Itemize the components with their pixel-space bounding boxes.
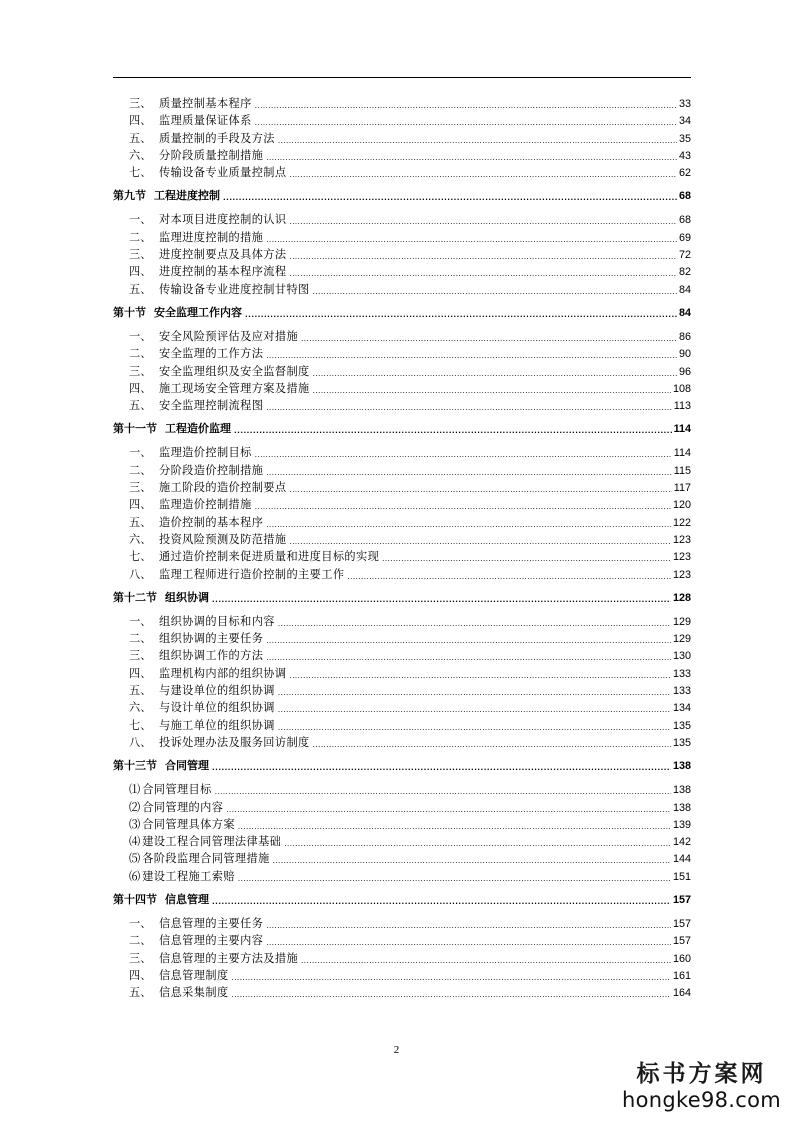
toc-entry[interactable] xyxy=(113,950,691,967)
toc-entry-title: 监理造价控制措施 xyxy=(159,498,252,512)
dot-leader xyxy=(212,893,671,905)
watermark xyxy=(622,1060,781,1112)
dot-leader xyxy=(266,934,671,946)
toc-entry-title: 与建设单位的组织协调 xyxy=(159,684,275,698)
dot-leader xyxy=(278,132,677,144)
toc-entry-title: 监理质量保证体系 xyxy=(159,114,252,128)
toc-entry-title: 合同管理的内容 xyxy=(142,800,224,814)
toc-entry-title: 进度控制要点及具体方法 xyxy=(159,248,287,262)
dot-leader xyxy=(347,568,671,580)
dot-leader xyxy=(255,97,677,109)
toc-entry-title: 安全监理控制流程图 xyxy=(159,399,264,413)
toc-entry-title: 造价控制的基本程序 xyxy=(159,515,264,529)
dot-leader xyxy=(382,550,671,562)
toc-entry-page: 161 xyxy=(672,969,691,982)
toc-entry-number: 二、 xyxy=(129,632,152,646)
toc-entry-number: 一、 xyxy=(129,446,152,460)
toc-entry-number: 四、 xyxy=(129,381,152,395)
toc-entry-page: 33 xyxy=(678,98,691,110)
toc-entry[interactable] xyxy=(113,566,691,583)
toc-entry-page: 96 xyxy=(678,365,691,378)
toc-entry-number: 五、 xyxy=(129,282,152,296)
toc-section-entry[interactable] xyxy=(113,891,691,909)
toc-entry-title: 监理造价控制目标 xyxy=(159,446,252,460)
toc-entry-title: 施工阶段的造价控制要点 xyxy=(159,481,287,495)
toc-entry-number: 第十四节 xyxy=(113,892,157,906)
dot-leader xyxy=(301,330,677,342)
dot-leader xyxy=(266,464,671,476)
toc-entry-number: 二、 xyxy=(129,934,152,948)
toc-entry-number: 一、 xyxy=(129,614,152,628)
toc-entry[interactable] xyxy=(113,380,691,397)
toc-entry-page: 34 xyxy=(678,115,691,128)
toc-entry-title: 进度控制的基本程序流程 xyxy=(159,265,287,279)
toc-entry-title: 组织协调工作的方法 xyxy=(159,649,264,663)
toc-entry-page: 113 xyxy=(673,400,691,413)
toc-entry[interactable] xyxy=(113,328,691,345)
toc-entry-number: ⑷ xyxy=(129,835,141,849)
dot-leader xyxy=(313,283,677,295)
toc-entry[interactable] xyxy=(113,984,691,1001)
toc-entry-page: 123 xyxy=(672,533,691,546)
toc-entry[interactable] xyxy=(113,397,691,414)
toc-entry-number: 四、 xyxy=(129,498,152,512)
toc-section-entry[interactable] xyxy=(113,757,691,775)
dot-leader xyxy=(234,422,672,434)
toc-entry-page: 133 xyxy=(672,685,691,698)
toc-entry[interactable] xyxy=(113,799,691,816)
toc-entry[interactable] xyxy=(113,444,691,461)
toc-entry-page: 157 xyxy=(672,893,691,906)
toc-entry-page: 135 xyxy=(672,736,691,749)
dot-leader xyxy=(289,533,671,545)
toc-entry[interactable] xyxy=(113,868,691,885)
toc-entry-number: 八、 xyxy=(129,567,152,581)
toc-entry-page: 84 xyxy=(678,306,691,319)
toc-entry-page: 157 xyxy=(672,935,691,948)
toc-section-entry[interactable] xyxy=(113,187,691,205)
toc-entry[interactable] xyxy=(113,112,691,129)
toc-entry-title: 质量控制的手段及方法 xyxy=(159,131,275,145)
toc-entry[interactable] xyxy=(113,781,691,798)
toc-entry[interactable] xyxy=(113,915,691,932)
toc-section-entry[interactable] xyxy=(113,589,691,607)
dot-leader xyxy=(266,649,671,661)
toc-entry[interactable] xyxy=(113,967,691,984)
dot-leader xyxy=(226,801,671,813)
toc-entry-page: 86 xyxy=(678,330,691,343)
dot-leader xyxy=(313,382,671,394)
toc-entry-title: 投诉处理办法及服务回访制度 xyxy=(159,735,310,749)
toc-entry-page: 35 xyxy=(678,132,691,145)
dot-leader xyxy=(278,719,671,731)
toc-entry-number: 五、 xyxy=(129,131,152,145)
toc-entry[interactable] xyxy=(113,281,691,298)
toc-entry-page: 69 xyxy=(678,231,691,244)
toc-entry-page: 123 xyxy=(672,551,691,564)
toc-entry-number: 一、 xyxy=(129,329,152,343)
toc-entry-title: 合同管理目标 xyxy=(142,783,212,797)
toc-entry[interactable] xyxy=(113,147,691,164)
toc-entry-number: 三、 xyxy=(129,649,152,663)
toc-entry-page: 160 xyxy=(672,952,691,965)
header-rule xyxy=(113,77,691,78)
dot-leader xyxy=(266,516,671,528)
toc-entry-title: 信息管理的主要任务 xyxy=(159,916,264,930)
dot-leader xyxy=(212,759,671,771)
toc-entry-title: 组织协调 xyxy=(165,590,209,604)
dot-leader xyxy=(278,701,671,713)
dot-leader xyxy=(215,783,671,795)
toc-entry[interactable] xyxy=(113,647,691,664)
dot-leader xyxy=(289,166,677,178)
toc-entry-page: 108 xyxy=(672,382,691,395)
table-of-contents xyxy=(113,95,691,1001)
toc-entry-page: 122 xyxy=(672,516,691,529)
dot-leader xyxy=(313,736,671,748)
toc-entry-number: 二、 xyxy=(129,463,152,477)
toc-entry-number: 三、 xyxy=(129,248,152,262)
watermark-url: hongke98.com xyxy=(622,1088,781,1112)
dot-leader xyxy=(289,213,677,225)
toc-entry-page: 90 xyxy=(678,348,691,361)
toc-section-entry[interactable] xyxy=(113,304,691,322)
toc-entry-title: 信息管理的主要方法及措施 xyxy=(159,951,299,965)
toc-entry-number: 第十一节 xyxy=(113,422,157,436)
dot-leader xyxy=(289,481,671,493)
toc-entry[interactable] xyxy=(113,833,691,850)
toc-entry-page: 138 xyxy=(672,784,691,797)
toc-entry-title: 质量控制基本程序 xyxy=(159,97,252,110)
toc-entry-page: 138 xyxy=(672,801,691,814)
toc-entry-page: 142 xyxy=(672,836,691,849)
toc-entry[interactable] xyxy=(113,665,691,682)
toc-entry-number: 四、 xyxy=(129,666,152,680)
toc-entry-title: 分阶段造价控制措施 xyxy=(159,463,264,477)
toc-entry-number: 六、 xyxy=(129,701,152,715)
toc-entry-title: 与设计单位的组织协调 xyxy=(159,701,275,715)
dot-leader xyxy=(255,446,672,458)
toc-entry[interactable] xyxy=(113,164,691,181)
dot-leader xyxy=(245,306,677,318)
toc-entry-number: 二、 xyxy=(129,347,152,361)
toc-entry-title: 合同管理 xyxy=(165,759,209,773)
toc-entry-page: 129 xyxy=(672,615,691,628)
toc-entry-title: 各阶段监理合同管理措施 xyxy=(142,852,270,866)
toc-entry[interactable] xyxy=(113,229,691,246)
dot-leader xyxy=(289,248,677,260)
toc-entry-page: 72 xyxy=(678,249,691,262)
dot-leader xyxy=(232,969,671,981)
dot-leader xyxy=(238,870,671,882)
toc-entry[interactable] xyxy=(113,514,691,531)
toc-entry-number: ⑴ xyxy=(129,783,141,797)
toc-entry-title: 信息管理 xyxy=(165,892,209,906)
toc-entry-number: 七、 xyxy=(129,718,152,732)
toc-entry-number: 二、 xyxy=(129,230,152,244)
toc-entry-page: 82 xyxy=(678,266,691,279)
dot-leader xyxy=(266,632,671,644)
toc-entry-page: 130 xyxy=(672,650,691,663)
watermark-chinese: 标书方案网 xyxy=(636,1060,767,1087)
toc-entry-page: 114 xyxy=(673,423,691,436)
toc-entry-page: 84 xyxy=(678,283,691,296)
toc-entry[interactable] xyxy=(113,682,691,699)
dot-leader xyxy=(266,231,677,243)
dot-leader xyxy=(223,189,677,201)
toc-entry-title: 信息管理的主要内容 xyxy=(159,934,264,948)
dot-leader xyxy=(313,365,677,377)
page-number: 2 xyxy=(393,1044,400,1056)
toc-entry-number: 六、 xyxy=(129,532,152,546)
toc-entry-title: 传输设备专业质量控制点 xyxy=(159,166,287,180)
toc-entry-number: 五、 xyxy=(129,515,152,529)
toc-entry-page: 133 xyxy=(672,667,691,680)
toc-entry-page: 157 xyxy=(672,917,691,930)
dot-leader xyxy=(255,114,677,126)
toc-entry-number: 四、 xyxy=(129,968,152,982)
toc-entry-title: 组织协调的主要任务 xyxy=(159,632,264,646)
toc-entry-page: 68 xyxy=(678,190,691,203)
toc-entry-title: 投资风险预测及防范措施 xyxy=(159,532,287,546)
toc-entry-page: 68 xyxy=(678,214,691,227)
dot-leader xyxy=(301,952,671,964)
dot-leader xyxy=(266,149,677,161)
toc-entry-number: 第十二节 xyxy=(113,590,157,604)
toc-entry-page: 43 xyxy=(678,149,691,162)
toc-entry[interactable] xyxy=(113,548,691,565)
toc-entry-title: 工程进度控制 xyxy=(154,189,220,203)
toc-entry-title: 合同管理具体方案 xyxy=(142,817,235,831)
toc-entry-title: 工程造价监理 xyxy=(165,422,231,436)
toc-entry-number: 一、 xyxy=(129,213,152,227)
toc-entry-title: 传输设备专业进度控制甘特图 xyxy=(159,282,310,296)
toc-entry-number: 四、 xyxy=(129,114,152,128)
toc-entry-title: 安全监理的工作方法 xyxy=(159,347,264,361)
toc-entry[interactable] xyxy=(113,479,691,496)
toc-entry-title: 通过造价控制来促进质量和进度目标的实现 xyxy=(159,550,380,564)
dot-leader xyxy=(255,498,671,510)
dot-leader xyxy=(238,818,671,830)
toc-entry[interactable] xyxy=(113,246,691,263)
toc-entry[interactable] xyxy=(113,699,691,716)
toc-entry[interactable] xyxy=(113,263,691,280)
toc-entry[interactable] xyxy=(113,816,691,833)
dot-leader xyxy=(289,265,677,277)
toc-entry-page: 138 xyxy=(672,760,691,773)
toc-entry-title: 安全监理工作内容 xyxy=(154,305,242,319)
toc-entry-number: ⑹ xyxy=(129,869,141,883)
toc-entry-page: 128 xyxy=(672,591,691,604)
toc-entry-number: 七、 xyxy=(129,550,152,564)
toc-entry[interactable] xyxy=(113,211,691,228)
toc-entry[interactable] xyxy=(113,345,691,362)
toc-entry-number: 三、 xyxy=(129,481,152,495)
toc-entry-number: 七、 xyxy=(129,166,152,180)
toc-entry[interactable] xyxy=(113,462,691,479)
toc-entry-title: 监理工程师进行造价控制的主要工作 xyxy=(159,567,345,581)
dot-leader xyxy=(289,667,671,679)
toc-entry-title: 建设工程施工索赔 xyxy=(142,869,235,883)
toc-entry[interactable] xyxy=(113,496,691,513)
toc-entry-number: 三、 xyxy=(129,951,152,965)
toc-entry[interactable] xyxy=(113,531,691,548)
toc-entry-title: 对本项目进度控制的认识 xyxy=(159,213,287,227)
dot-leader xyxy=(278,684,671,696)
toc-entry-number: 三、 xyxy=(129,364,152,378)
toc-entry-number: ⑵ xyxy=(129,800,141,814)
toc-section-entry[interactable] xyxy=(113,420,691,438)
toc-entry-number: 第九节 xyxy=(113,189,146,203)
toc-entry-page: 117 xyxy=(673,482,691,495)
toc-entry-page: 139 xyxy=(672,818,691,831)
toc-entry-number: ⑶ xyxy=(129,817,141,831)
toc-entry-number: 五、 xyxy=(129,986,152,1000)
toc-entry-number: 八、 xyxy=(129,735,152,749)
toc-entry-page: 115 xyxy=(673,464,691,477)
toc-entry-page: 151 xyxy=(672,870,691,883)
toc-entry[interactable] xyxy=(113,717,691,734)
toc-entry-number: 五、 xyxy=(129,684,152,698)
dot-leader xyxy=(212,591,671,603)
toc-entry-page: 134 xyxy=(672,702,691,715)
toc-entry-title: 信息管理制度 xyxy=(159,968,229,982)
toc-entry-number: 六、 xyxy=(129,148,152,162)
toc-entry-number: 三、 xyxy=(129,97,152,110)
toc-entry[interactable] xyxy=(113,130,691,147)
dot-leader xyxy=(266,917,671,929)
dot-leader xyxy=(284,835,671,847)
toc-entry[interactable] xyxy=(113,850,691,867)
dot-leader xyxy=(273,852,671,864)
toc-entry-title: 安全监理组织及安全监督制度 xyxy=(159,364,310,378)
dot-leader xyxy=(278,615,671,627)
toc-entry[interactable] xyxy=(113,363,691,380)
toc-entry-number: 四、 xyxy=(129,265,152,279)
toc-entry[interactable] xyxy=(113,932,691,949)
toc-entry[interactable] xyxy=(113,630,691,647)
toc-entry-number: ⑸ xyxy=(129,852,141,866)
toc-entry-title: 与施工单位的组织协调 xyxy=(159,718,275,732)
toc-entry-title: 信息采集制度 xyxy=(159,986,229,1000)
toc-entry[interactable] xyxy=(113,613,691,630)
toc-entry[interactable] xyxy=(113,734,691,751)
toc-entry-title: 安全风险预评估及应对措施 xyxy=(159,329,299,343)
toc-entry-page: 120 xyxy=(672,499,691,512)
dot-leader xyxy=(266,347,677,359)
toc-entry-title: 监理进度控制的措施 xyxy=(159,230,264,244)
dot-leader xyxy=(232,986,671,998)
toc-entry-number: 第十节 xyxy=(113,305,146,319)
toc-entry-title: 组织协调的目标和内容 xyxy=(159,614,275,628)
toc-entry-page: 144 xyxy=(672,853,691,866)
toc-entry-page: 114 xyxy=(673,447,691,460)
toc-entry-number: 一、 xyxy=(129,916,152,930)
dot-leader xyxy=(266,399,671,411)
toc-entry-number: 五、 xyxy=(129,399,152,413)
toc-entry-number: 第十三节 xyxy=(113,759,157,773)
toc-entry-title: 分阶段质量控制措施 xyxy=(159,148,264,162)
toc-entry-title: 监理机构内部的组织协调 xyxy=(159,666,287,680)
toc-entry-title: 建设工程合同管理法律基础 xyxy=(142,835,282,849)
toc-entry-page: 164 xyxy=(672,987,691,1000)
toc-entry-page: 135 xyxy=(672,719,691,732)
toc-entry-page: 129 xyxy=(672,633,691,646)
toc-entry-page: 62 xyxy=(678,167,691,180)
toc-entry[interactable] xyxy=(113,95,691,112)
toc-entry-title: 施工现场安全管理方案及措施 xyxy=(159,381,310,395)
toc-entry-page: 123 xyxy=(672,568,691,581)
